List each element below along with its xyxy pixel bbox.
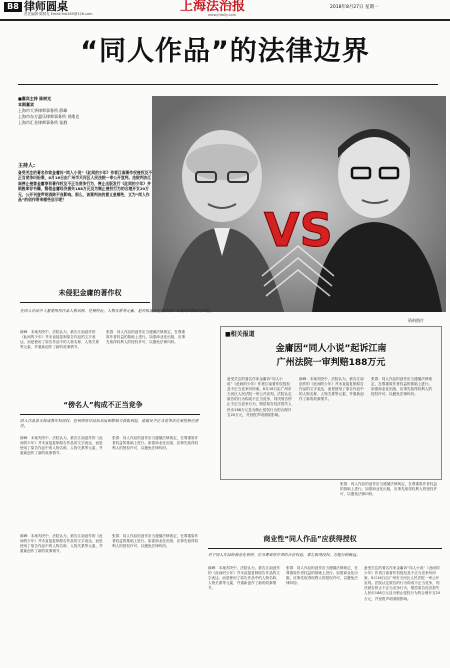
section-heading: 未侵犯金庸的著作权 — [58, 289, 122, 297]
credit-line: ■嘉宾主持 陈树光 — [18, 96, 52, 101]
news-title-2: 广州法院一审判赔188万元 — [276, 358, 386, 368]
body-column: 薛峰：本案判决中，法院认为，被告江南创作的《此间的少年》并未直接复制原告作品的文字表达，而是使用了原告作品中的人物名称、人物关系等元素，并重新创作了新的故事情节。 — [20, 534, 103, 554]
news-body: 备受关注的著名作家金庸诉“同人小说”《此间的少年》作者江南著作权侵权及不正当竞争纠纷案，8月16日由广州市天河区人民法院一审公开宣判。法院认定被告的行为构成不正当竞争，判决被告停止不正当竞争行为，赔偿原告经济损失人民币188万元及为制止侵权行为的合理开支20万元，并登报声明消除影响。 — [227, 377, 292, 417]
body-column: 张群：同人作品的创作应当遵循法律规定，在尊重原作者权益的基础上进行。如需商业化出版，应事先取得权利人的授权许可，以避免法律纠纷。 — [106, 330, 186, 345]
main-headline: “同人作品”的法律边界 — [80, 36, 370, 67]
credit-line: 上海市大华律师事务所 薛峰 — [18, 108, 68, 113]
body-column: 张群：同人作品的创作应当遵循法律规定，在尊重原作者权益的基础上进行。如需商业化出版，应事先取得权利人的授权许可，以避免法律纠纷。 — [112, 534, 199, 549]
body-column: 备受关注的著名作家金庸诉“同人小说”《此间的少年》作者江南著作权侵权及不正当竞争纠纷案，8月16日由广州市天河区人民法院一审公开宣判。法院认定被告的行为构成不正当竞争，判决被告停止不正当竞争行为，赔偿原告经济损失人民币188万元及为制止侵权行为的合理开支20万元，并登报声明消除影响。 — [364, 566, 441, 601]
vs-mark: VS — [264, 203, 333, 257]
section-title: 律师圆桌 — [24, 0, 68, 13]
cover-photo — [152, 96, 446, 312]
body-column: 薛峰：本案判决中，法院认为，被告江南创作的《此间的少年》并未直接复制原告作品的文字表达，而是使用了原告作品中的人物名称、人物关系等元素，并重新创作了新的故事情节。 — [20, 436, 103, 456]
section-heading: “傍名人”构成不正当竞争 — [63, 401, 143, 409]
credit-line: 上海市汇业律师事务所 张群 — [18, 120, 68, 125]
host-label: 主持人: — [18, 163, 35, 169]
header-rule — [0, 19, 450, 21]
host-intro — [18, 162, 154, 288]
headline-rule — [18, 84, 438, 85]
photo-caption: 资料图片 — [408, 318, 424, 323]
news-body: 张群：同人作品的创作应当遵循法律规定，在尊重原作者权益的基础上进行。如需商业化出版，应事先取得权利人的授权许可，以避免法律纠纷。 — [371, 377, 433, 397]
related-news-box — [220, 326, 442, 480]
body-column: 张群：同人作品的创作应当遵循法律规定，在尊重原作者权益的基础上进行。如需商业化出版，应事先取得权利人的授权许可，以避免法律纠纷。 — [112, 436, 199, 451]
body-column: 薛峰：本案判决中，法院认为，被告江南创作的《此间的少年》并未直接复制原告作品的文字表达，而是使用了原告作品中的人物名称、人物关系等元素，并重新创作了新的故事情节。 — [20, 330, 100, 350]
body-column: 张群：同人作品的创作应当遵循法律规定，在尊重原作者权益的基础上进行。如需商业化出版，应事先取得权利人的授权许可，以避免法律纠纷。 — [340, 482, 438, 497]
credit-line: 本期嘉宾 — [18, 102, 34, 107]
section-rule — [20, 414, 200, 415]
newspaper-url: www.jfdaily.com — [208, 13, 237, 17]
section-lead: 对于同人作品的商业化利用，应当尊重原作者的合法权益，事先取得授权，方能行稳致远。 — [208, 552, 360, 557]
page-number: B8 — [4, 2, 22, 12]
news-tag: ■相关报道 — [225, 331, 255, 338]
header-meta: 责任编辑 陈树光 Email:fxb189@126.com — [24, 12, 93, 16]
news-title-1: 金庸因“同人小说”起诉江南 — [275, 344, 387, 354]
section-lead: 在同人作品中大量使用原作品人物名称、性格特征、人物关系等元素，是否构成侵犯著作权？本案判决给出了回应。 — [20, 308, 214, 313]
section-rule — [208, 548, 442, 549]
news-body: 薛峰：本案判决中，法院认为，被告江南创作的《此间的少年》并未直接复制原告作品的文字表达，而是使用了原告作品中的人物名称、人物关系等元素，并重新创作了新的故事情节。 — [299, 377, 364, 402]
newspaper-logo: 上海法治报 — [180, 0, 246, 14]
body-column: 张群：同人作品的创作应当遵循法律规定，在尊重原作者权益的基础上进行。如需商业化出版，应事先取得权利人的授权许可，以避免法律纠纷。 — [286, 566, 358, 586]
section-lead: 同人作品虽未构成著作权侵权，但利用原作品知名度和影响力获取利益，依据反不正当竞争法应承担相应责任。 — [20, 418, 199, 429]
portraits-illustration — [152, 96, 446, 312]
issue-date: 2018年8月27日 星期一 — [330, 5, 379, 10]
body-column: 薛峰：本案判决中，法院认为，被告江南创作的《此间的少年》并未直接复制原告作品的文字表达，而是使用了原告作品中的人物名称、人物关系等元素，并重新创作了新的故事情节。 — [208, 566, 280, 591]
credits-block — [18, 96, 148, 126]
credit-line: 上海市东方惠乐律师事务所 刘维克 — [18, 114, 80, 119]
section-rule — [20, 302, 150, 303]
section-heading: 商业性“同人作品”应获得授权 — [263, 535, 357, 543]
host-lead: 备受关注的著名作家金庸诉“同人小说”《此间的少年》作者江南著作权侵权及不正当竞争纠纷案，8月16日由广州市天河区人民法院一审公开宣判。法院判决江南停止侵害金庸享有著作权及不正当竞争行为，停止出版发行《此间的少年》并销毁库存书籍，赔偿金庸经济损失188万元及为制止侵权行为的合理开支20万元，公开刊登声明消除不良影响。那么，该案判决的意义是哪些，又为“同人作品”的创作带来哪些启示呢？ — [18, 170, 153, 203]
